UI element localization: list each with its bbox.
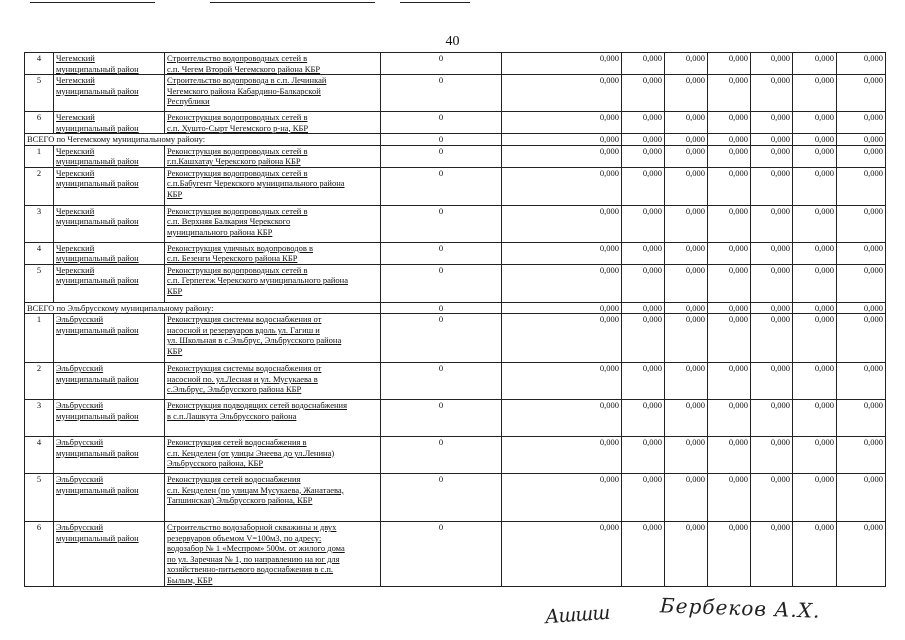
value-cell-8: 0,000 bbox=[837, 522, 886, 587]
value-cell-3: 0,000 bbox=[622, 400, 665, 437]
value-cell-1: 0 bbox=[381, 75, 502, 112]
value-cell-6: 0,000 bbox=[751, 134, 793, 146]
signature-left: Ашшш bbox=[544, 601, 611, 629]
value-cell-4: 0,000 bbox=[665, 314, 708, 363]
value-cell-2: 0,000 bbox=[502, 167, 622, 205]
value-cell-2: 0,000 bbox=[502, 145, 622, 167]
value-cell-4: 0,000 bbox=[665, 363, 708, 400]
table-row bbox=[25, 53, 886, 75]
description-cell: Реконструкция системы водоснабжения от насосной и резервуаров вдоль ул. Гагиш и ул. Школьная в с.Эльбрус, Эльбрусского района КБР bbox=[165, 314, 381, 363]
value-cell-8: 0,000 bbox=[837, 53, 886, 75]
value-cell-1: 0 bbox=[381, 167, 502, 205]
value-cell-4: 0,000 bbox=[665, 242, 708, 264]
value-cell-8: 0,000 bbox=[837, 205, 886, 242]
value-cell-4: 0,000 bbox=[665, 75, 708, 112]
district-cell: Чегемский муниципальный район bbox=[54, 53, 165, 75]
value-cell-4: 0,000 bbox=[665, 167, 708, 205]
value-cell-5: 0,000 bbox=[708, 53, 751, 75]
description-cell: Реконструкция системы водоснабжения от насосной по. ул.Лесная и ул. Мусукаева в с.Эльбрус, Эльбрусского района КБР bbox=[165, 363, 381, 400]
value-cell-8: 0,000 bbox=[837, 363, 886, 400]
value-cell-2: 0,000 bbox=[502, 474, 622, 522]
total-row bbox=[25, 302, 886, 314]
total-label-cell: ВСЕГО по Эльбрусскому муниципальному району: bbox=[25, 302, 381, 314]
value-cell-2: 0,000 bbox=[502, 112, 622, 134]
value-cell-7: 0,000 bbox=[793, 112, 837, 134]
value-cell-4: 0,000 bbox=[665, 205, 708, 242]
row-number-cell: 2 bbox=[25, 167, 54, 205]
value-cell-3: 0,000 bbox=[622, 363, 665, 400]
table-row bbox=[25, 314, 886, 363]
value-cell-3: 0,000 bbox=[622, 205, 665, 242]
value-cell-6: 0,000 bbox=[751, 205, 793, 242]
value-cell-3: 0,000 bbox=[622, 145, 665, 167]
value-cell-6: 0,000 bbox=[751, 474, 793, 522]
district-cell: Эльбрусский муниципальный район bbox=[54, 437, 165, 474]
value-cell-6: 0,000 bbox=[751, 145, 793, 167]
value-cell-1: 0 bbox=[381, 302, 502, 314]
district-cell: Черекский муниципальный район bbox=[54, 145, 165, 167]
district-cell: Чегемский муниципальный район bbox=[54, 112, 165, 134]
value-cell-3: 0,000 bbox=[622, 134, 665, 146]
value-cell-7: 0,000 bbox=[793, 75, 837, 112]
value-cell-6: 0,000 bbox=[751, 314, 793, 363]
value-cell-2: 0,000 bbox=[502, 314, 622, 363]
description-cell: Реконструкция сетей водоснабжения в с.п. Кенделен (от улицы Энеева до ул.Ленина) Эльбрусского района, КБР bbox=[165, 437, 381, 474]
value-cell-3: 0,000 bbox=[622, 314, 665, 363]
total-label-cell: ВСЕГО по Чегемскому муниципальному району: bbox=[25, 134, 381, 146]
district-cell: Эльбрусский муниципальный район bbox=[54, 474, 165, 522]
row-number-cell: 1 bbox=[25, 145, 54, 167]
value-cell-8: 0,000 bbox=[837, 474, 886, 522]
value-cell-7: 0,000 bbox=[793, 314, 837, 363]
value-cell-5: 0,000 bbox=[708, 134, 751, 146]
value-cell-8: 0,000 bbox=[837, 314, 886, 363]
value-cell-1: 0 bbox=[381, 400, 502, 437]
table-row bbox=[25, 205, 886, 242]
value-cell-5: 0,000 bbox=[708, 474, 751, 522]
value-cell-1: 0 bbox=[381, 242, 502, 264]
header-rule-1 bbox=[30, 2, 155, 3]
value-cell-1: 0 bbox=[381, 363, 502, 400]
value-cell-5: 0,000 bbox=[708, 522, 751, 587]
value-cell-6: 0,000 bbox=[751, 112, 793, 134]
row-number-cell: 3 bbox=[25, 205, 54, 242]
value-cell-8: 0,000 bbox=[837, 112, 886, 134]
table-row bbox=[25, 75, 886, 112]
value-cell-2: 0,000 bbox=[502, 363, 622, 400]
description-cell: Реконструкция водопроводных сетей в с.п. Верхняя Балкария Черекского муниципального района КБР bbox=[165, 205, 381, 242]
value-cell-7: 0,000 bbox=[793, 53, 837, 75]
value-cell-2: 0,000 bbox=[502, 205, 622, 242]
value-cell-5: 0,000 bbox=[708, 363, 751, 400]
row-number-cell: 3 bbox=[25, 400, 54, 437]
district-cell: Чегемский муниципальный район bbox=[54, 75, 165, 112]
value-cell-3: 0,000 bbox=[622, 302, 665, 314]
value-cell-4: 0,000 bbox=[665, 437, 708, 474]
value-cell-8: 0,000 bbox=[837, 145, 886, 167]
description-cell: Реконструкция водопроводных сетей в с.п.Бабугент Черекского муниципального района КБР bbox=[165, 167, 381, 205]
row-number-cell: 5 bbox=[25, 264, 54, 302]
value-cell-6: 0,000 bbox=[751, 437, 793, 474]
district-cell: Эльбрусский муниципальный район bbox=[54, 522, 165, 587]
row-number-cell: 1 bbox=[25, 314, 54, 363]
value-cell-3: 0,000 bbox=[622, 474, 665, 522]
value-cell-6: 0,000 bbox=[751, 242, 793, 264]
value-cell-5: 0,000 bbox=[708, 314, 751, 363]
table-row bbox=[25, 264, 886, 302]
value-cell-6: 0,000 bbox=[751, 363, 793, 400]
row-number-cell: 5 bbox=[25, 474, 54, 522]
district-cell: Черекский муниципальный район bbox=[54, 167, 165, 205]
description-cell: Строительство водозаборной скважины и двух резервуаров объемом V=100м3, по адресу: водозабор № 1 «Меспром» 500м. от жилого дома по ул. Заречная № 1, по направлению на юг для хозяйственно-питьевого водоснабжения в с.п. Былым, КБР bbox=[165, 522, 381, 587]
value-cell-7: 0,000 bbox=[793, 242, 837, 264]
description-cell: Строительство водопроводных сетей в с.п. Чегем Второй Чегемского района КБР bbox=[165, 53, 381, 75]
row-number-cell: 6 bbox=[25, 112, 54, 134]
value-cell-3: 0,000 bbox=[622, 53, 665, 75]
value-cell-4: 0,000 bbox=[665, 474, 708, 522]
value-cell-6: 0,000 bbox=[751, 302, 793, 314]
district-cell: Черекский муниципальный район bbox=[54, 242, 165, 264]
header-rule-3 bbox=[400, 2, 470, 3]
value-cell-7: 0,000 bbox=[793, 400, 837, 437]
value-cell-2: 0,000 bbox=[502, 400, 622, 437]
header-rule-2 bbox=[210, 2, 375, 3]
value-cell-2: 0,000 bbox=[502, 242, 622, 264]
description-cell: Реконструкция подводящих сетей водоснабжения в с.п.Лашкута Эльбрусского района bbox=[165, 400, 381, 437]
total-row bbox=[25, 134, 886, 146]
table-row bbox=[25, 145, 886, 167]
description-cell: Реконструкция сетей водоснабжения с.п. Кенделен (по улицам Мусукаева, Жанатаева, Тапшинская) Эльбрусского района, КБР bbox=[165, 474, 381, 522]
table-row bbox=[25, 167, 886, 205]
table-row bbox=[25, 437, 886, 474]
table-body bbox=[25, 53, 886, 587]
value-cell-7: 0,000 bbox=[793, 522, 837, 587]
value-cell-5: 0,000 bbox=[708, 400, 751, 437]
district-cell: Эльбрусский муниципальный район bbox=[54, 363, 165, 400]
row-number-cell: 2 bbox=[25, 363, 54, 400]
value-cell-8: 0,000 bbox=[837, 302, 886, 314]
value-cell-3: 0,000 bbox=[622, 437, 665, 474]
value-cell-7: 0,000 bbox=[793, 474, 837, 522]
value-cell-1: 0 bbox=[381, 314, 502, 363]
value-cell-8: 0,000 bbox=[837, 264, 886, 302]
value-cell-5: 0,000 bbox=[708, 437, 751, 474]
row-number-cell: 4 bbox=[25, 53, 54, 75]
value-cell-4: 0,000 bbox=[665, 522, 708, 587]
value-cell-6: 0,000 bbox=[751, 53, 793, 75]
value-cell-2: 0,000 bbox=[502, 302, 622, 314]
value-cell-2: 0,000 bbox=[502, 437, 622, 474]
value-cell-1: 0 bbox=[381, 522, 502, 587]
value-cell-7: 0,000 bbox=[793, 363, 837, 400]
value-cell-5: 0,000 bbox=[708, 112, 751, 134]
district-cell: Черекский муниципальный район bbox=[54, 205, 165, 242]
value-cell-6: 0,000 bbox=[751, 264, 793, 302]
value-cell-5: 0,000 bbox=[708, 302, 751, 314]
description-cell: Реконструкция водопроводных сетей в г.п.Кашхатау Черекского района КБР bbox=[165, 145, 381, 167]
table-row bbox=[25, 242, 886, 264]
value-cell-5: 0,000 bbox=[708, 264, 751, 302]
value-cell-7: 0,000 bbox=[793, 167, 837, 205]
value-cell-5: 0,000 bbox=[708, 75, 751, 112]
table-row bbox=[25, 400, 886, 437]
value-cell-8: 0,000 bbox=[837, 75, 886, 112]
value-cell-3: 0,000 bbox=[622, 242, 665, 264]
value-cell-7: 0,000 bbox=[793, 302, 837, 314]
value-cell-2: 0,000 bbox=[502, 522, 622, 587]
value-cell-6: 0,000 bbox=[751, 167, 793, 205]
page-number: 40 bbox=[445, 34, 460, 49]
district-cell: Эльбрусский муниципальный район bbox=[54, 314, 165, 363]
value-cell-2: 0,000 bbox=[502, 53, 622, 75]
value-cell-6: 0,000 bbox=[751, 75, 793, 112]
value-cell-4: 0,000 bbox=[665, 145, 708, 167]
value-cell-5: 0,000 bbox=[708, 242, 751, 264]
value-cell-7: 0,000 bbox=[793, 205, 837, 242]
value-cell-4: 0,000 bbox=[665, 400, 708, 437]
value-cell-3: 0,000 bbox=[622, 75, 665, 112]
value-cell-5: 0,000 bbox=[708, 205, 751, 242]
value-cell-4: 0,000 bbox=[665, 302, 708, 314]
value-cell-4: 0,000 bbox=[665, 264, 708, 302]
table-row bbox=[25, 363, 886, 400]
value-cell-8: 0,000 bbox=[837, 400, 886, 437]
value-cell-7: 0,000 bbox=[793, 134, 837, 146]
row-number-cell: 5 bbox=[25, 75, 54, 112]
description-cell: Реконструкция уличных водопроводов в с.п. Безенги Черекского района КБР bbox=[165, 242, 381, 264]
value-cell-1: 0 bbox=[381, 205, 502, 242]
value-cell-7: 0,000 bbox=[793, 264, 837, 302]
value-cell-7: 0,000 bbox=[793, 145, 837, 167]
value-cell-1: 0 bbox=[381, 437, 502, 474]
table-row bbox=[25, 112, 886, 134]
description-cell: Строительство водопровода в с.п. Лечинкай Чегемского района Кабардино-Балкарской Республики bbox=[165, 75, 381, 112]
value-cell-8: 0,000 bbox=[837, 437, 886, 474]
row-number-cell: 4 bbox=[25, 242, 54, 264]
value-cell-2: 0,000 bbox=[502, 75, 622, 112]
value-cell-1: 0 bbox=[381, 145, 502, 167]
district-cell: Эльбрусский муниципальный район bbox=[54, 400, 165, 437]
description-cell: Реконструкция водопроводных сетей в с.п. Герпегеж Черекского муниципального района КБР bbox=[165, 264, 381, 302]
row-number-cell: 6 bbox=[25, 522, 54, 587]
value-cell-8: 0,000 bbox=[837, 242, 886, 264]
value-cell-3: 0,000 bbox=[622, 522, 665, 587]
value-cell-4: 0,000 bbox=[665, 112, 708, 134]
value-cell-4: 0,000 bbox=[665, 134, 708, 146]
district-cell: Черекский муниципальный район bbox=[54, 264, 165, 302]
row-number-cell: 4 bbox=[25, 437, 54, 474]
value-cell-3: 0,000 bbox=[622, 167, 665, 205]
value-cell-1: 0 bbox=[381, 53, 502, 75]
table-row bbox=[25, 522, 886, 587]
value-cell-1: 0 bbox=[381, 112, 502, 134]
value-cell-7: 0,000 bbox=[793, 437, 837, 474]
value-cell-3: 0,000 bbox=[622, 112, 665, 134]
value-cell-1: 0 bbox=[381, 134, 502, 146]
value-cell-1: 0 bbox=[381, 474, 502, 522]
value-cell-5: 0,000 bbox=[708, 167, 751, 205]
value-cell-2: 0,000 bbox=[502, 264, 622, 302]
value-cell-8: 0,000 bbox=[837, 167, 886, 205]
value-cell-3: 0,000 bbox=[622, 264, 665, 302]
value-cell-6: 0,000 bbox=[751, 400, 793, 437]
value-cell-2: 0,000 bbox=[502, 134, 622, 146]
value-cell-6: 0,000 bbox=[751, 522, 793, 587]
value-cell-4: 0,000 bbox=[665, 53, 708, 75]
description-cell: Реконструкция водопроводных сетей в с.п. Хушто-Сырт Чегемского р-на, КБР bbox=[165, 112, 381, 134]
signature-right: Бербеков А.Х. bbox=[659, 593, 821, 623]
table-row bbox=[25, 474, 886, 522]
value-cell-1: 0 bbox=[381, 264, 502, 302]
program-table bbox=[24, 52, 886, 587]
value-cell-5: 0,000 bbox=[708, 145, 751, 167]
value-cell-8: 0,000 bbox=[837, 134, 886, 146]
